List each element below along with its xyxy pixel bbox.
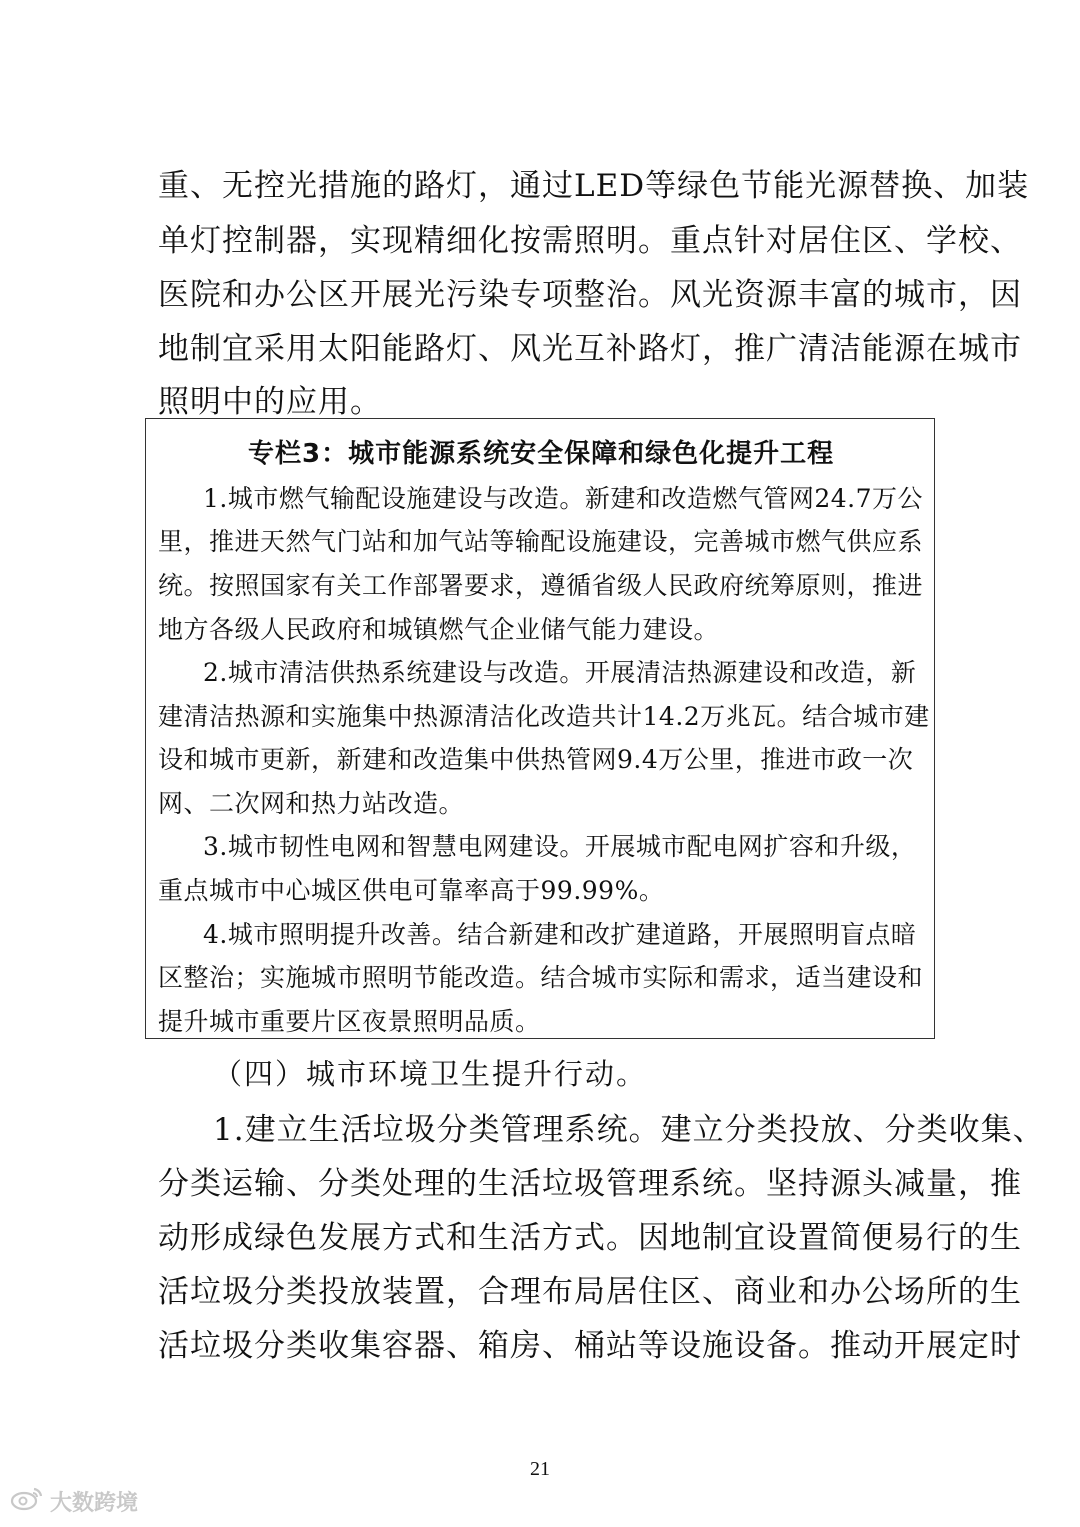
- page-number: 21: [530, 1458, 550, 1480]
- section-heading: （四）城市环境卫生提升行动。: [213, 1057, 648, 1091]
- text-line: 地制宜采用太阳能路灯、风光互补路灯，推广清洁能源在城市: [158, 331, 1022, 367]
- text-line: 分类运输、分类处理的生活垃圾管理系统。坚持源头减量，推: [158, 1166, 1022, 1202]
- text-line: 活垃圾分类投放装置，合理布局居住区、商业和办公场所的生: [158, 1274, 1022, 1310]
- column-title: 专栏3：城市能源系统安全保障和绿色化提升工程: [248, 439, 835, 469]
- text-line: 医院和办公区开展光污染专项整治。风光资源丰富的城市，因: [158, 277, 1022, 313]
- column-line: 里，推进天然气门站和加气站等输配设施建设，完善城市燃气供应系: [158, 527, 924, 556]
- text-line: 1.建立生活垃圾分类管理系统。建立分类投放、分类收集、: [213, 1112, 1045, 1148]
- column-line: 地方各级人民政府和城镇燃气企业储气能力建设。: [158, 615, 720, 644]
- text-line: 照明中的应用。: [158, 384, 382, 420]
- column-line: 重点城市中心城区供电可靠率高于99.99%。: [158, 876, 665, 905]
- column-line: 4.城市照明提升改善。结合新建和改扩建道路，开展照明盲点暗: [203, 920, 917, 949]
- text-line: 活垃圾分类收集容器、箱房、桶站等设施设备。推动开展定时: [158, 1328, 1022, 1364]
- column-line: 建清洁热源和实施集中热源清洁化改造共计14.2万兆瓦。结合城市建: [158, 702, 930, 731]
- column-line: 统。按照国家有关工作部署要求，遵循省级人民政府统筹原则，推进: [158, 571, 924, 600]
- column-line: 提升城市重要片区夜景照明品质。: [158, 1007, 541, 1036]
- column-line: 2.城市清洁供热系统建设与改造。开展清洁热源建设和改造，新: [203, 658, 917, 687]
- column-line: 1.城市燃气输配设施建设与改造。新建和改造燃气管网24.7万公: [203, 484, 924, 513]
- text-line: 重、无控光措施的路灯，通过LED等绿色节能光源替换、加装: [158, 168, 1030, 204]
- weibo-logo-icon: [10, 1484, 44, 1518]
- text-line: 动形成绿色发展方式和生活方式。因地制宜设置简便易行的生: [158, 1220, 1022, 1256]
- column-line: 区整治；实施城市照明节能改造。结合城市实际和需求，适当建设和: [158, 963, 924, 992]
- column-line: 3.城市韧性电网和智慧电网建设。开展城市配电网扩容和升级，: [203, 832, 917, 861]
- column-line: 网、二次网和热力站改造。: [158, 789, 465, 818]
- text-line: 单灯控制器，实现精细化按需照明。重点针对居住区、学校、: [158, 223, 1022, 259]
- watermark-text: 大数跨境: [50, 1490, 139, 1516]
- watermark: [10, 1484, 138, 1518]
- column-line: 设和城市更新，新建和改造集中供热管网9.4万公里，推进市政一次: [158, 745, 914, 774]
